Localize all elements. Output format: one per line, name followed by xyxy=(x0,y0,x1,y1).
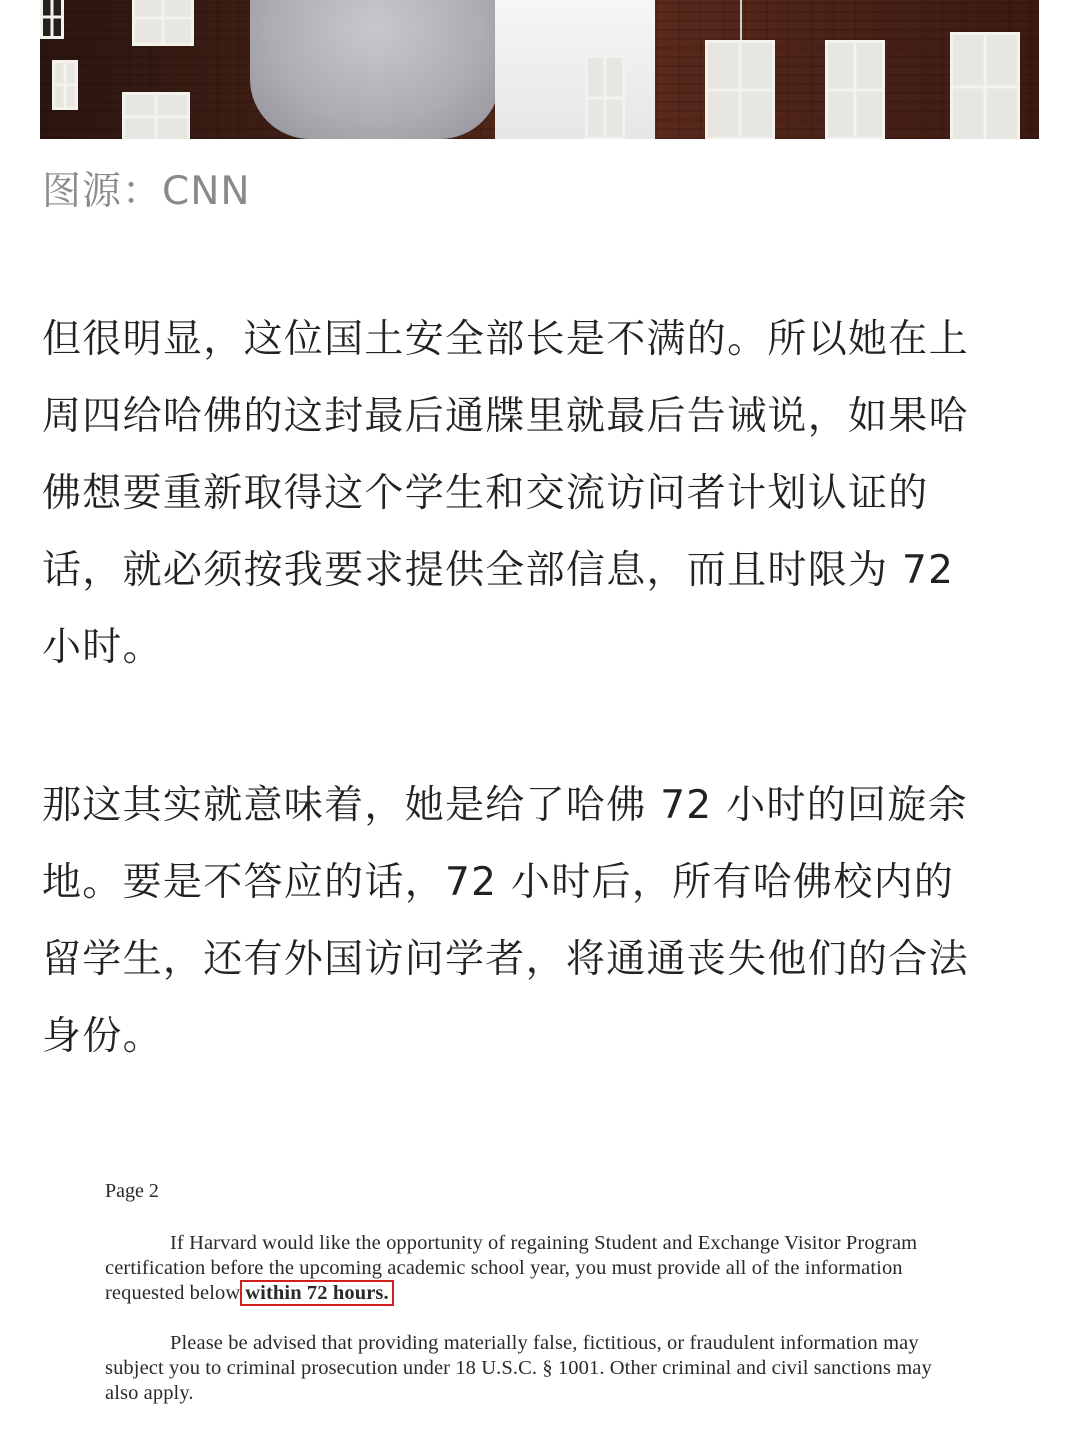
paragraph-line: 但很明显，这位国土安全部长是不满的。所以她在上 xyxy=(42,317,969,362)
paragraph-line: 话，就必须按我要求提供全部信息，而且时限为 72 xyxy=(42,548,955,593)
paragraph-line: 周四给哈佛的这封最后通牒里就最后告诫说，如果哈 xyxy=(42,394,969,439)
letter-line: also apply. xyxy=(105,1382,194,1404)
letter-page-label: Page 2 xyxy=(105,1180,159,1202)
building-window xyxy=(585,55,625,139)
letter-line xyxy=(105,1282,394,1305)
letter-scan-image xyxy=(40,1152,1039,1439)
article-photo xyxy=(40,0,1039,139)
paragraph-line: 小时。 xyxy=(42,625,163,670)
building-window xyxy=(122,92,190,139)
building-window xyxy=(52,60,78,110)
shirt-reflection xyxy=(495,0,655,139)
article-paragraph-2 xyxy=(42,767,1042,1075)
hoodie-reflection xyxy=(250,0,500,139)
building-window xyxy=(950,32,1020,139)
paragraph-line: 身份。 xyxy=(42,1014,163,1059)
building-window xyxy=(132,0,194,46)
deadline-period: . xyxy=(383,1282,389,1304)
building-window xyxy=(705,40,775,139)
building-window xyxy=(40,0,64,39)
letter-line-text: requested below xyxy=(105,1282,241,1304)
paragraph-line: 地。要是不答应的话，72 小时后，所有哈佛校内的 xyxy=(42,860,955,905)
deadline-text: within 72 hours xyxy=(245,1282,384,1304)
letter-line: If Harvard would like the opportunity of regaining Student and Exchange Visitor Program xyxy=(170,1232,918,1254)
letter-line: subject you to criminal prosecution under 18 U.S.C. § 1001. Other criminal and civil sanctions may xyxy=(105,1357,932,1379)
building-window xyxy=(825,40,885,139)
paragraph-line: 那这其实就意味着，她是给了哈佛 72 小时的回旋余 xyxy=(42,783,968,828)
letter-line: Please be advised that providing materially false, fictitious, or fraudulent information may xyxy=(170,1332,919,1354)
paragraph-line: 留学生，还有外国访问学者，将通通丧失他们的合法 xyxy=(42,937,969,982)
letter-line: certification before the upcoming academic school year, you must provide all of the information xyxy=(105,1257,903,1279)
highlighted-deadline xyxy=(240,1280,393,1306)
image-caption: 图源：CNN xyxy=(42,169,251,214)
article-paragraph-1 xyxy=(42,301,1042,686)
paragraph-line: 佛想要重新取得这个学生和交流访问者计划认证的 xyxy=(42,471,929,516)
